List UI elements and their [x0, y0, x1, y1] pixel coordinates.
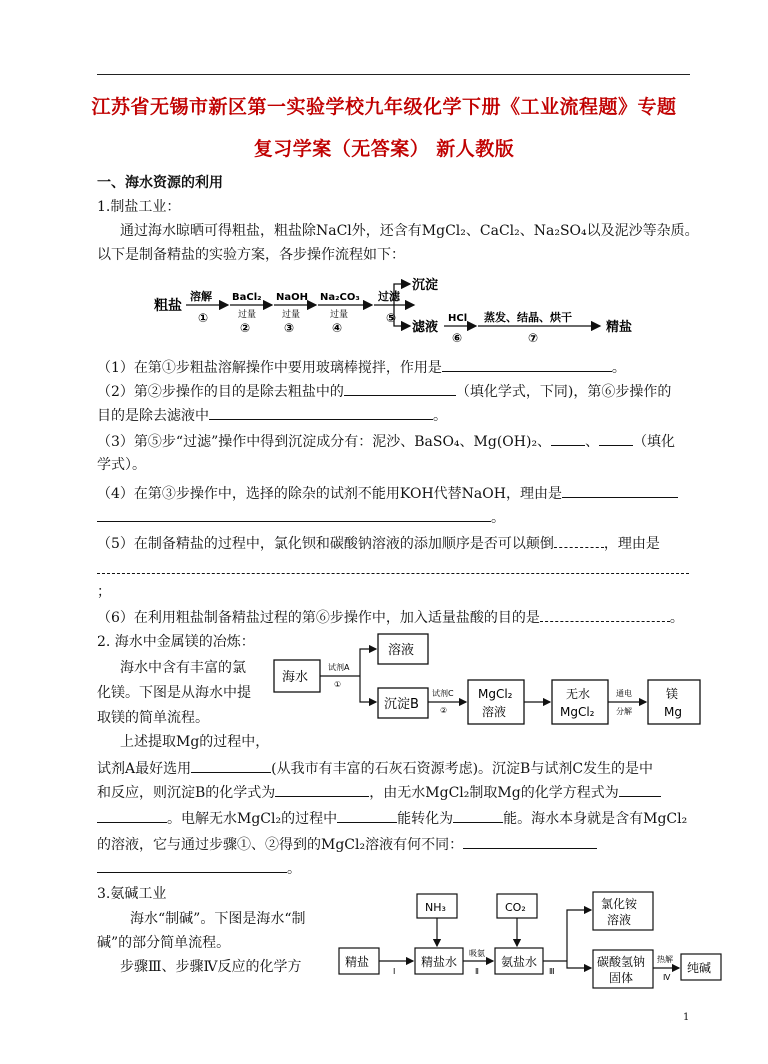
flow-precipitate: 沉淀: [412, 278, 439, 293]
mg-question-line-4: 的溶液，它与通过步骤①、②得到的MgCl₂溶液有何不同：: [97, 834, 597, 855]
soda-paragraph-line-3: 步骤Ⅲ、步骤Ⅳ反应的化学方: [120, 959, 302, 975]
answer-blank-mg-4[interactable]: [337, 808, 397, 823]
soda-paragraph-line-2: 碱”的部分简单流程。: [97, 935, 231, 951]
soda-flow-nh4cl-1: 氯化铵: [601, 897, 638, 911]
soda-flow-co2: CO₂: [505, 901, 526, 914]
answer-blank-mg-3a[interactable]: [619, 782, 661, 797]
flow-step7-num: ⑦: [528, 331, 539, 345]
question-3-cont: 学式）。: [97, 457, 146, 473]
answer-blank-3b[interactable]: [599, 431, 633, 446]
ammonia-soda-flow-diagram: [335, 888, 725, 993]
flow-step5-label: 过滤: [378, 290, 400, 303]
mg-question-line-5: 。: [97, 858, 301, 879]
flow-step3-excess: 过量: [282, 310, 301, 320]
flow-step5-num: ⑤: [386, 311, 397, 325]
answer-blank-3a[interactable]: [551, 431, 585, 446]
soda-flow-nahco3-1: 碳酸氢钠: [597, 955, 646, 969]
magnesium-flow-diagram: [268, 630, 708, 740]
flow-filtrate: 滤液: [412, 320, 439, 335]
question-5-end: ；: [97, 584, 111, 600]
flow-step2-reagent: BaCl₂: [232, 292, 262, 303]
soda-flow-refined-salt: 精盐: [345, 955, 370, 969]
answer-blank-6[interactable]: [540, 607, 670, 622]
flow-step7-label: 蒸发、结晶、烘干: [484, 311, 572, 324]
answer-blank-mg-5[interactable]: [453, 808, 503, 823]
soda-flow-nh3: NH₃: [425, 901, 446, 914]
title-line-1: 江苏省无锡市新区第一实验学校九年级化学下册《工业流程题》专题: [91, 96, 677, 118]
top-rule: [97, 74, 690, 75]
salt-flow-diagram: [150, 270, 660, 350]
soda-flow-ammonia-brine: 氨盐水: [501, 955, 538, 969]
flow-step4-num: ④: [332, 321, 343, 335]
mg-flow-anhydrous-1: 无水: [566, 687, 591, 701]
answer-blank-5a[interactable]: [554, 533, 604, 548]
answer-blank-mg-2[interactable]: [275, 782, 369, 797]
flow-crude-salt: 粗盐: [154, 298, 182, 314]
flow-step1-num: ①: [198, 311, 209, 325]
mg-flow-power: 通电: [616, 689, 632, 698]
flow-step6-reagent: HCl: [448, 313, 468, 324]
mg-question-line-2: 和反应，则沉淀B的化学式为 ，由无水MgCl₂制取Mg的化学方程式为: [97, 782, 661, 803]
mg-paragraph-line-1: 海水中含有丰富的氯: [120, 660, 246, 676]
answer-blank-4a[interactable]: [562, 483, 678, 498]
question-6: （6）在利用粗盐制备精盐过程的第⑥步操作中，加入适量盐酸的目的是 。: [97, 607, 684, 628]
question-1: （1）在第①步粗盐溶解操作中要用玻璃棒搅拌，作用是 。: [97, 357, 626, 378]
question-3: （3）第⑤步“过滤”操作中得到沉淀成分有：泥沙、BaSO₄、Mg(OH)₂、 、 （填化: [97, 431, 675, 452]
answer-blank-2a[interactable]: [344, 381, 456, 396]
soda-flow-soda-ash: 纯碱: [687, 961, 712, 975]
question-2-cont: 目的是除去滤液中 。: [97, 405, 447, 426]
mg-flow-solution: 溶液: [388, 643, 415, 658]
soda-flow-absorb-ammonia: 吸氨: [469, 949, 485, 958]
section-heading-3: 3.氨碱工业: [97, 886, 167, 902]
mg-flow-step-1: ①: [334, 680, 342, 689]
answer-blank-mg-1[interactable]: [191, 758, 271, 773]
mg-flow-seawater: 海水: [282, 670, 309, 685]
question-4-cont: 。: [97, 507, 505, 528]
soda-flow-step-iv: Ⅳ: [663, 973, 671, 982]
answer-blank-4b[interactable]: [97, 507, 491, 522]
title-line-2: 复习学案（无答案） 新人教版: [253, 138, 515, 160]
flow-step2-num: ②: [240, 321, 251, 335]
mg-flow-decompose: 分解: [616, 707, 632, 716]
intro-line-2: 以下是制备精盐的实验方案，各步操作流程如下：: [97, 247, 405, 263]
soda-flow-nh4cl-2: 溶液: [607, 913, 632, 927]
soda-flow-nahco3-2: 固体: [609, 971, 634, 985]
soda-flow-step-i: Ⅰ: [393, 967, 396, 976]
flow-step3-reagent: NaOH: [276, 292, 308, 303]
question-4: （4）在第③步操作中，选择的除杂的试剂不能用KOH代替NaOH，理由是: [97, 483, 678, 504]
answer-blank-mg-3b[interactable]: [97, 808, 167, 823]
flow-step4-reagent: Na₂CO₃: [320, 292, 360, 303]
answer-blank-mg-6b[interactable]: [97, 858, 287, 873]
question-2: （2）第②步操作的目的是除去粗盐中的 （填化学式，下同)，第⑥步操作的: [97, 381, 671, 402]
soda-flow-heat: 热解: [657, 955, 673, 964]
mg-paragraph-line-2: 化镁。下图是从海水中提: [97, 685, 251, 701]
flow-step6-num: ⑥: [452, 331, 463, 345]
flow-refined-salt: 精盐: [606, 320, 633, 335]
mg-flow-magnesium-2: Mg: [664, 705, 682, 719]
soda-paragraph-line-1: 海水“制碱”。下图是海水“制: [130, 911, 306, 927]
flow-step4-excess: 过量: [330, 310, 349, 320]
answer-blank-1[interactable]: [442, 357, 612, 372]
intro-line-1: 通过海水晾晒可得粗盐，粗盐除NaCl外，还含有MgCl₂、CaCl₂、Na₂SO₄以及泥沙等杂质。: [120, 223, 699, 239]
flow-step1-label: 溶解: [190, 290, 212, 303]
answer-blank-5b[interactable]: [97, 559, 689, 574]
answer-blank-2b[interactable]: [209, 405, 433, 420]
answer-line-5b: [97, 559, 689, 580]
subheading-salt: 1.制盐工业：: [97, 199, 181, 215]
mg-paragraph-line-3: 取镁的简单流程。: [97, 710, 209, 726]
page-number: 1: [683, 1012, 690, 1023]
mg-flow-precipitate-b: 沉淀B: [384, 697, 419, 712]
mg-flow-mgcl2-solution-1: MgCl₂: [478, 687, 513, 701]
section-heading-2: 2. 海水中金属镁的冶炼：: [97, 634, 255, 650]
mg-flow-mgcl2-solution-2: 溶液: [482, 705, 507, 719]
soda-flow-step-ii: Ⅱ: [475, 967, 479, 976]
question-5: （5）在制备精盐的过程中，氯化钡和碳酸钠溶液的添加顺序是否可以颠倒 ，理由是: [97, 533, 660, 554]
flow-step3-num: ③: [284, 321, 295, 335]
mg-flow-reagent-c: 试剂C: [432, 689, 454, 698]
mg-paragraph-line-4: 上述提取Mg的过程中，: [120, 734, 270, 750]
soda-flow-step-iii: Ⅲ: [549, 967, 555, 976]
soda-flow-brine: 精盐水: [421, 955, 458, 969]
flow-step2-excess: 过量: [238, 310, 257, 320]
mg-flow-reagent-a: 试剂A: [328, 663, 350, 672]
mg-flow-magnesium-1: 镁: [666, 687, 679, 701]
mg-flow-step-2: ②: [440, 706, 448, 715]
mg-question-line-1: 试剂A最好选用 (从我市有丰富的石灰石资源考虑)。沉淀B与试剂C发生的是中: [97, 758, 653, 779]
answer-blank-mg-6a[interactable]: [463, 834, 597, 849]
mg-question-line-3: 。电解无水MgCl₂的过程中 能转化为 能。海水本身就是含有MgCl₂: [97, 808, 687, 829]
section-heading-1: 一、海水资源的利用: [97, 175, 223, 191]
mg-flow-anhydrous-2: MgCl₂: [560, 705, 595, 719]
